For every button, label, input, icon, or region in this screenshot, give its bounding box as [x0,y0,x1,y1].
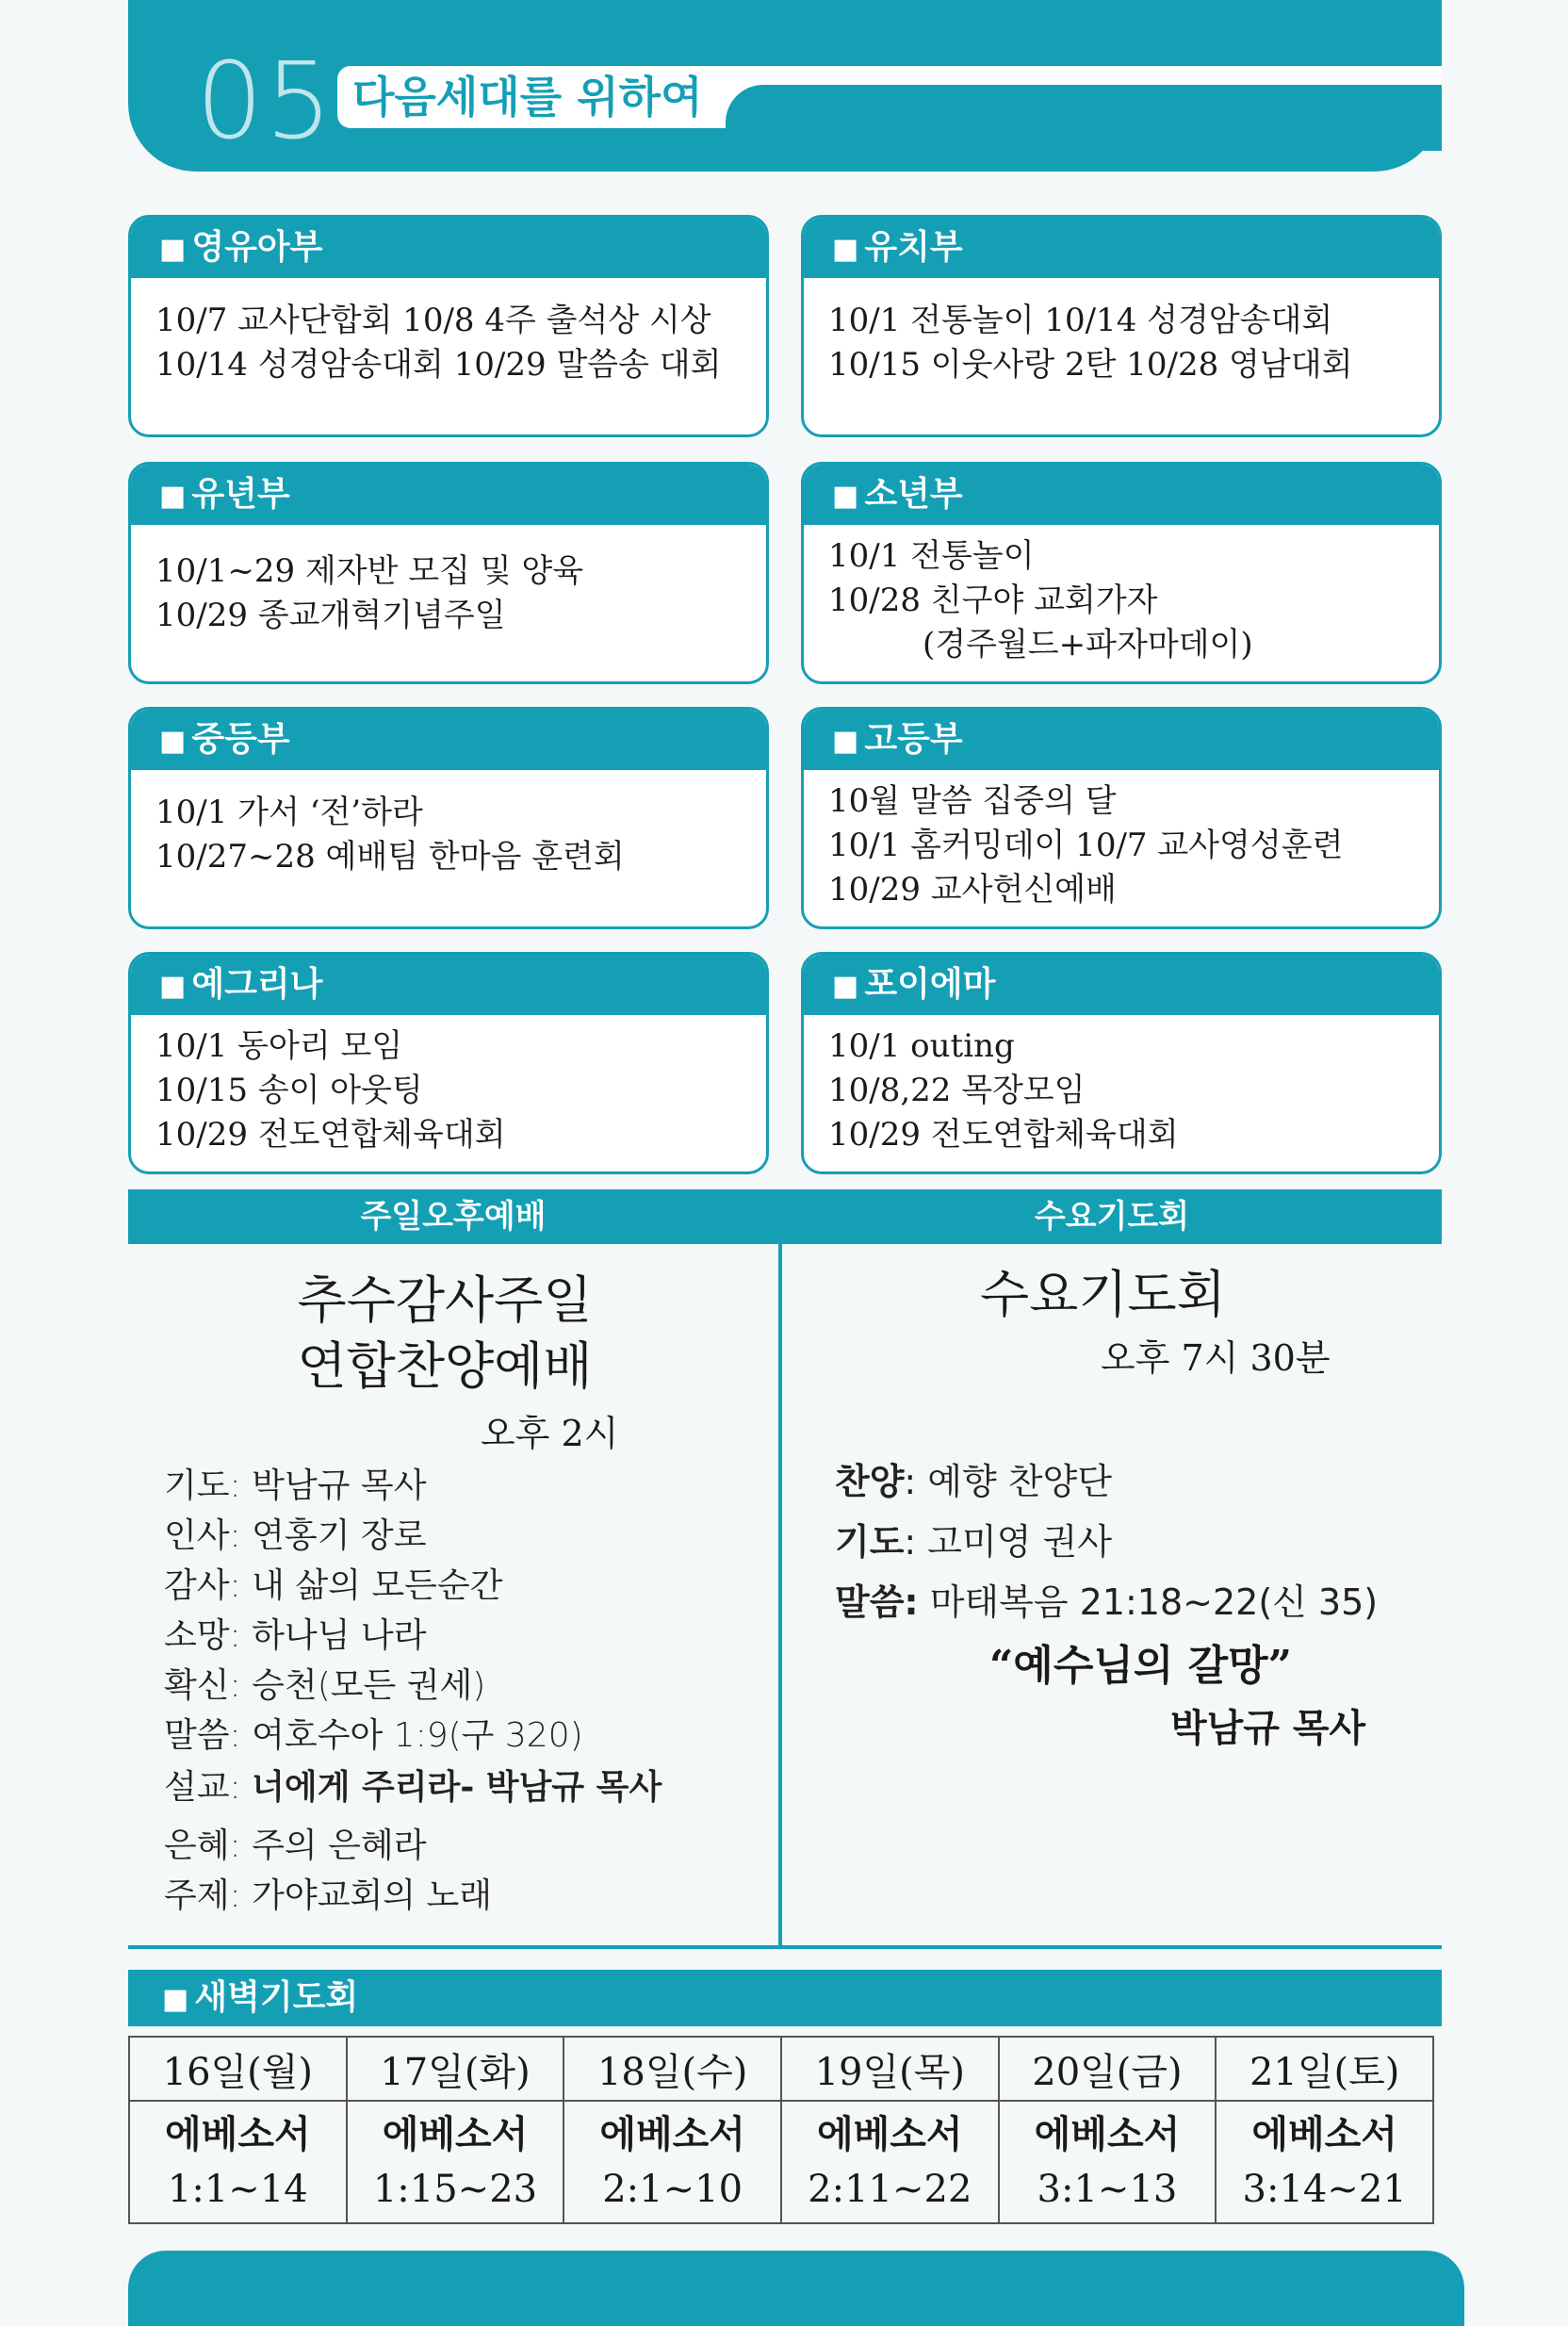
dawn-prayer-table [128,2036,1434,2224]
square-bullet-icon: ■ [159,233,187,266]
wednesday-sermon-title: “예수님의 갈망” [989,1642,1292,1690]
dept-line: 10/28 친구야 교회가자 [828,582,1158,619]
dept-box-youth [801,462,1442,684]
dept-line: 10/1 전통놀이 10/14 성경암송대회 [828,302,1333,339]
program-label: 감사: [164,1566,241,1605]
dept-line: 10/27~28 예배팀 한마음 훈련회 [155,838,625,876]
square-bullet-icon: ■ [832,725,859,758]
square-bullet-icon: ■ [832,970,859,1003]
program-label: 은혜: [164,1826,241,1865]
reading-cell [564,2101,781,2223]
program-label: 소망: [164,1616,241,1655]
service-bottom-rule [128,1945,1442,1949]
table-row [129,2037,1433,2101]
square-bullet-icon: ■ [159,970,187,1003]
reading-book: 에베소서 [1034,2112,1181,2156]
reading-book: 에베소서 [1251,2112,1397,2156]
dawn-prayer-title: 새벽기도회 [194,1978,359,2017]
wednesday-preacher: 박남규 목사 [1170,1706,1366,1750]
program-value: 주의 은혜라 [252,1826,427,1865]
square-bullet-icon: ■ [159,725,187,758]
dept-header [804,465,1439,525]
program-item-prayer [164,1461,426,1511]
dawn-prayer-header [128,1970,1442,2026]
footer-band [128,2251,1464,2326]
dept-line: 10/29 교사헌신예배 [828,871,1117,909]
dept-line: 10/15 이웃사랑 2탄 10/28 영남대회 [828,346,1353,384]
reading-verse: 2:11~22 [808,2168,972,2211]
program-label: 인사: [164,1516,241,1555]
dept-header [131,465,766,525]
day-cell: 16일(월) [129,2037,347,2101]
dept-header [804,218,1439,278]
program-item-theme [164,1871,492,1921]
program-label: 기도: [164,1466,241,1505]
dept-box-infant [128,215,769,437]
program-label: 주제: [164,1876,241,1915]
reading-cell [999,2101,1217,2223]
day-cell: 17일(화) [347,2037,564,2101]
program-value: 하나님 나라 [252,1616,427,1655]
program-item-greeting [164,1511,426,1561]
dept-line: 10/15 송이 아웃팅 [155,1072,423,1109]
wednesday-header: 수요기도회 [782,1189,1442,1244]
wed-label: 기도 [835,1521,905,1563]
dept-header [131,218,766,278]
wed-value: : 고미영 권사 [904,1521,1112,1563]
title-tab-cut [726,85,1442,151]
dept-line: 10/1 동아리 모임 [155,1027,403,1065]
program-value: 박남규 목사 [252,1466,427,1505]
dept-name: 중등부 [191,720,290,759]
dept-box-poiema [801,952,1442,1174]
program-item-hope [164,1611,426,1661]
dept-header [804,710,1439,770]
dept-header [131,955,766,1015]
program-item-grace [164,1821,426,1871]
sunday-time: 오후 2시 [481,1413,619,1454]
dept-name: 유년부 [191,475,290,514]
square-bullet-icon: ■ [832,480,859,513]
wed-value: 마태복음 21:18~22(신 35) [918,1581,1379,1623]
table-row [129,2101,1433,2223]
dept-line: 10/1 전통놀이 [828,537,1035,575]
dept-name: 포이에마 [864,965,996,1004]
day-cell: 18일(수) [564,2037,781,2101]
program-value: 승천(모든 권세) [252,1666,486,1705]
dept-name: 예그리나 [191,965,323,1004]
reading-book: 에베소서 [817,2112,963,2156]
dept-box-children [128,462,769,684]
reading-cell [1216,2101,1433,2223]
dept-line: 10/1 outing [828,1027,1015,1065]
reading-cell [347,2101,564,2223]
wed-label: 말씀: [835,1581,919,1623]
dept-line: 10/1~29 제자반 모집 및 양육 [155,552,584,590]
dept-header [804,955,1439,1015]
reading-book: 에베소서 [599,2112,745,2156]
sunday-title-2: 연합찬양예배 [297,1336,593,1396]
dept-line: 10/14 성경암송대회 10/29 말씀송 대회 [155,346,722,384]
sunday-title-1: 추수감사주일 [297,1270,593,1330]
dept-name: 영유아부 [191,228,323,267]
dept-line: 10/8,22 목장모임 [828,1072,1086,1109]
program-value: 연홍기 장로 [252,1516,427,1555]
dept-box-yegrina [128,952,769,1174]
reading-verse: 1:1~14 [167,2168,308,2211]
wednesday-prayer [835,1514,1112,1570]
dept-box-kindergarten [801,215,1442,437]
program-value: 가야교회의 노래 [252,1876,493,1915]
program-label: 말씀: [164,1716,241,1755]
day-cell: 21일(토) [1216,2037,1433,2101]
program-item-scripture [164,1711,583,1761]
dept-line: 10/1 홈커밍데이 10/7 교사영성훈련 [828,827,1344,864]
dept-line: 10/29 전도연합체육대회 [155,1116,506,1154]
wed-value: : 예향 찬양단 [904,1461,1112,1502]
reading-book: 에베소서 [382,2112,529,2156]
service-divider [778,1189,782,1949]
reading-verse: 1:15~23 [372,2168,538,2211]
dept-line: 10월 말씀 집중의 달 [828,782,1117,820]
day-cell: 19일(목) [781,2037,999,2101]
dept-line: 10/29 전도연합체육대회 [828,1116,1179,1154]
day-cell: 20일(금) [999,2037,1217,2101]
square-bullet-icon: ■ [162,1983,189,2016]
wed-label: 찬양 [835,1461,905,1502]
program-item-sermon [164,1762,662,1812]
program-label: 설교: [164,1768,241,1807]
program-item-assurance [164,1661,485,1711]
dept-box-high-school [801,707,1442,929]
dept-header [131,710,766,770]
dept-name: 고등부 [864,720,963,759]
program-label: 확신: [164,1666,241,1705]
wednesday-scripture [835,1574,1378,1630]
wednesday-praise [835,1453,1112,1510]
dept-line: 10/7 교사단합회 10/8 4주 출석상 시상 [155,302,711,339]
dept-box-middle-school [128,707,769,929]
reading-verse: 3:14~21 [1242,2168,1407,2211]
dept-line: (경주월드+파자마데이) [923,626,1253,663]
dept-line: 10/29 종교개혁기념주일 [155,597,506,634]
program-item-thanks [164,1561,502,1611]
sunday-afternoon-header: 주일오후예배 [128,1189,778,1244]
program-value: 내 삶의 모든순간 [252,1566,503,1605]
wednesday-time: 오후 7시 30분 [1101,1337,1331,1379]
reading-book: 에베소서 [165,2112,311,2156]
square-bullet-icon: ■ [159,480,187,513]
reading-verse: 3:1~13 [1037,2168,1178,2211]
reading-verse: 2:1~10 [602,2168,743,2211]
dept-line: 10/1 가서 ‘전’하라 [155,794,423,831]
program-value: 너에게 주리라- 박남규 목사 [252,1767,662,1807]
dept-name: 유치부 [864,228,963,267]
reading-cell [129,2101,347,2223]
reading-cell [781,2101,999,2223]
program-value: 여호수아 1:9(구 320) [252,1716,583,1755]
square-bullet-icon: ■ [832,233,859,266]
section-number: 05 [196,41,335,163]
dept-name: 소년부 [864,475,963,514]
title-tab-rule [697,66,1442,85]
page-title: 다음세대를 위하여 [352,72,703,123]
wednesday-title: 수요기도회 [980,1265,1226,1324]
